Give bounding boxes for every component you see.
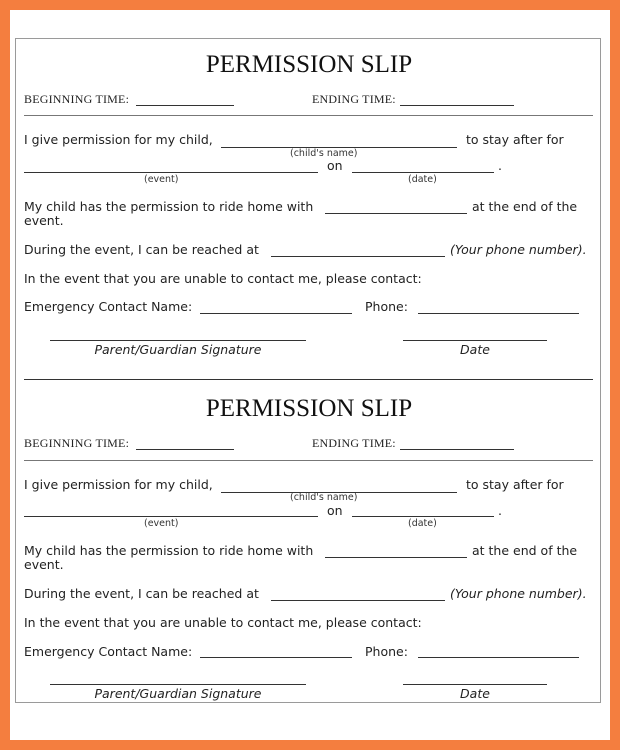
- ending-time-field[interactable]: [400, 105, 514, 106]
- ride-home-with-field[interactable]: [325, 557, 467, 558]
- signature-date-label: Date: [460, 686, 490, 701]
- event-caption: (event): [144, 518, 179, 529]
- event-field[interactable]: [24, 172, 318, 173]
- ride-home-text: My child has the permission to ride home with: [24, 543, 314, 558]
- unable-contact-text: In the event that you are unable to contact me, please contact:: [24, 615, 422, 630]
- signature-caption: Parent/Guardian Signature: [94, 686, 262, 701]
- end-of-text: at the end of the: [472, 543, 578, 558]
- on-text: on: [327, 503, 343, 518]
- slip-title: PERMISSION SLIP: [205, 51, 413, 78]
- period-text: .: [498, 503, 502, 518]
- childs-name-caption: (child's name): [290, 492, 358, 503]
- beginning-time-field[interactable]: [136, 449, 234, 450]
- beginning-time-label: BEGINNING TIME:: [24, 92, 130, 106]
- phone-hint: (Your phone number).: [450, 242, 587, 257]
- emergency-contact-label: Emergency Contact Name:: [24, 644, 193, 659]
- unable-contact-text: In the event that you are unable to contact me, please contact:: [24, 271, 422, 286]
- emergency-contact-label: Emergency Contact Name:: [24, 299, 193, 314]
- date-caption: (date): [408, 518, 437, 529]
- header-divider: [24, 115, 593, 116]
- give-permission-text: I give permission for my child,: [24, 132, 213, 147]
- permission-form-sheet: [15, 38, 601, 703]
- ride-home-text: My child has the permission to ride home with: [24, 199, 314, 214]
- event-field[interactable]: [24, 516, 318, 517]
- date-caption: (date): [408, 174, 437, 185]
- event-word: event.: [24, 557, 64, 572]
- event-word: event.: [24, 213, 64, 228]
- period-text: .: [498, 158, 502, 173]
- give-permission-text: I give permission for my child,: [24, 477, 213, 492]
- on-text: on: [327, 158, 343, 173]
- emergency-phone-field[interactable]: [418, 313, 579, 314]
- emergency-contact-name-field[interactable]: [200, 313, 352, 314]
- phone-number-field[interactable]: [271, 256, 445, 257]
- signature-date-label: Date: [460, 342, 490, 357]
- ending-time-field[interactable]: [400, 449, 514, 450]
- ride-home-with-field[interactable]: [325, 213, 467, 214]
- slip-title: PERMISSION SLIP: [205, 395, 413, 422]
- reached-text: During the event, I can be reached at: [24, 242, 259, 257]
- beginning-time-field[interactable]: [136, 105, 234, 106]
- signature-field[interactable]: [50, 684, 306, 685]
- signature-caption: Parent/Guardian Signature: [94, 342, 262, 357]
- end-of-text: at the end of the: [472, 199, 578, 214]
- signature-date-field[interactable]: [403, 684, 547, 685]
- phone-hint: (Your phone number).: [450, 586, 587, 601]
- event-date-field[interactable]: [352, 172, 494, 173]
- ending-time-label: ENDING TIME:: [312, 92, 396, 106]
- header-divider: [24, 460, 593, 461]
- signature-date-field[interactable]: [403, 340, 547, 341]
- event-date-field[interactable]: [352, 516, 494, 517]
- reached-text: During the event, I can be reached at: [24, 586, 259, 601]
- childs-name-caption: (child's name): [290, 148, 358, 159]
- phone-label: Phone:: [365, 299, 408, 314]
- ending-time-label: ENDING TIME:: [312, 436, 396, 450]
- cut-line: [24, 379, 593, 380]
- emergency-contact-name-field[interactable]: [200, 657, 352, 658]
- emergency-phone-field[interactable]: [418, 657, 579, 658]
- beginning-time-label: BEGINNING TIME:: [24, 436, 130, 450]
- stay-after-text: to stay after for: [466, 132, 564, 147]
- phone-label: Phone:: [365, 644, 408, 659]
- phone-number-field[interactable]: [271, 600, 445, 601]
- event-caption: (event): [144, 174, 179, 185]
- signature-field[interactable]: [50, 340, 306, 341]
- stay-after-text: to stay after for: [466, 477, 564, 492]
